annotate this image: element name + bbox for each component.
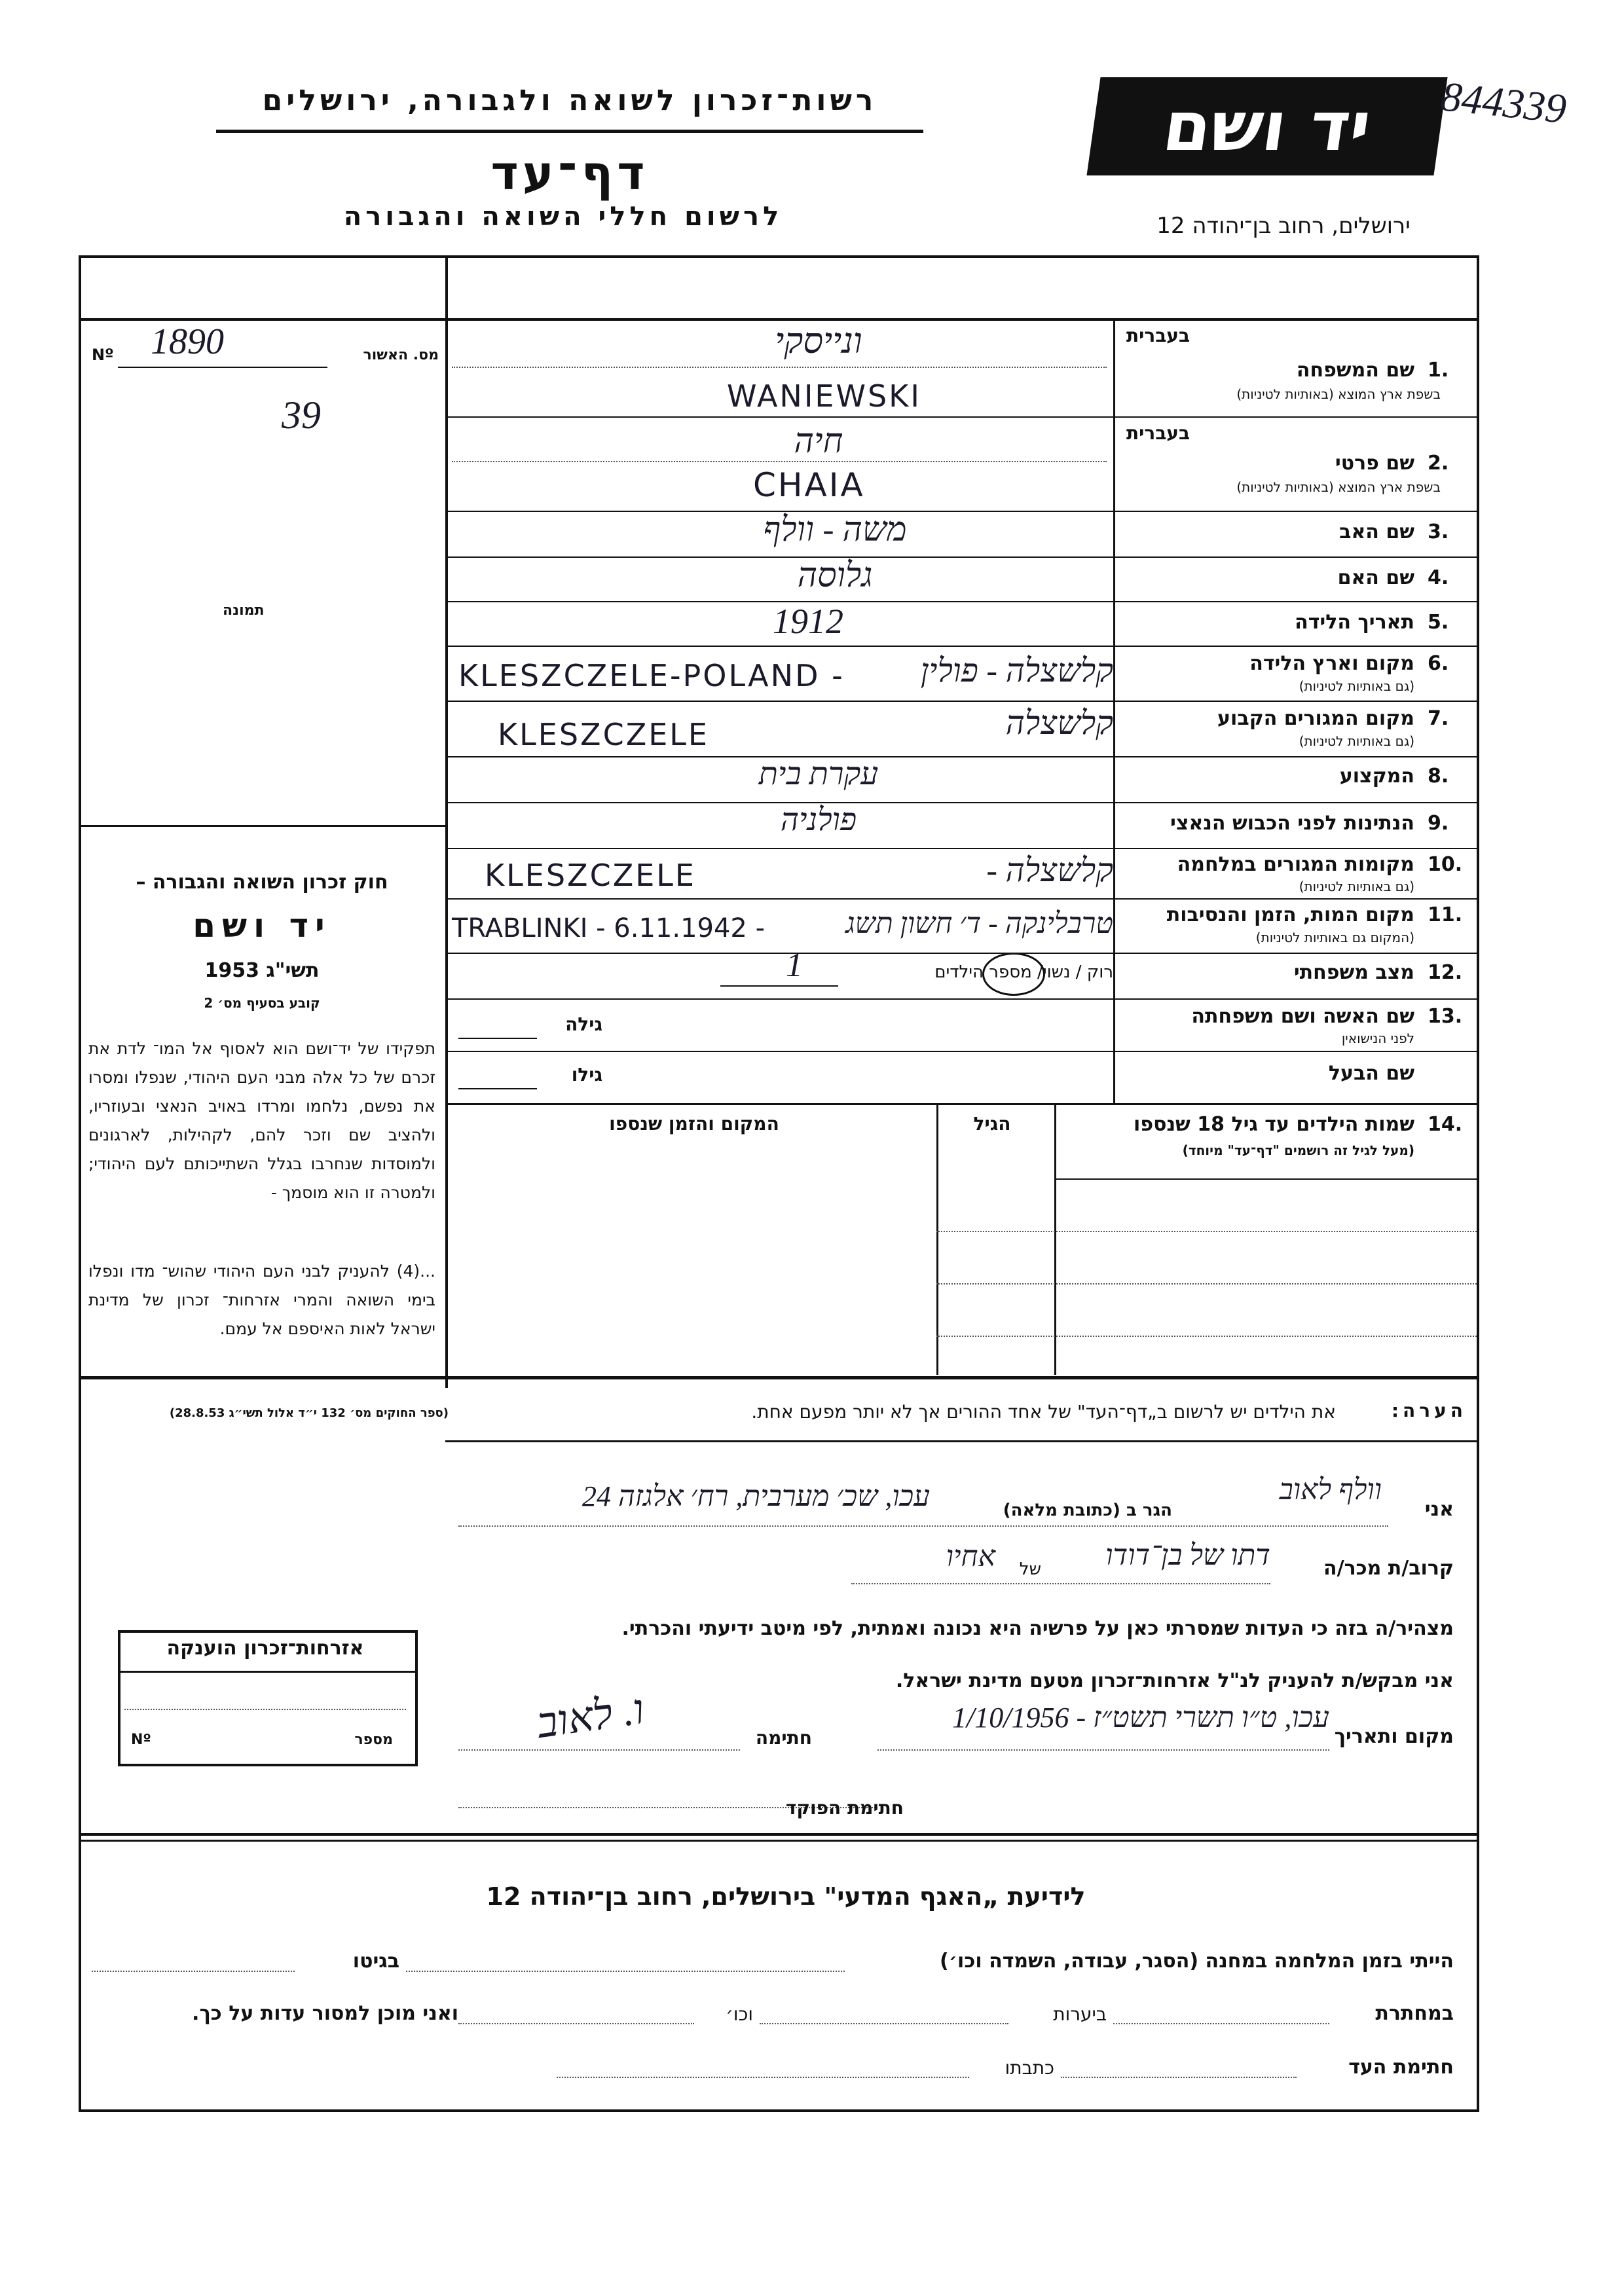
- field-3-label: שם האב: [1339, 520, 1414, 543]
- field-9-number: 9.: [1428, 812, 1449, 835]
- bottom-line3-address: כתבתו: [1005, 2057, 1054, 2079]
- children-age-header: הגיל: [973, 1113, 1011, 1135]
- field-12-children-count[interactable]: 1: [786, 947, 803, 984]
- bottom-line1-end: בגיטו: [352, 1950, 399, 1973]
- field-2-sub: בשפת ארץ המוצא (באותיות לטיניות): [1236, 479, 1441, 495]
- field-8-value[interactable]: עקרת בית: [758, 757, 879, 792]
- header-rule: [216, 130, 923, 133]
- approval-label: מס. האשור: [363, 347, 439, 363]
- law-clause: קובע בסעיף מס׳ 2: [204, 995, 320, 1011]
- field-14-number: 14.: [1428, 1113, 1463, 1136]
- law-text-2: ...(4) להעניק לבני העם היהודי שהוש־ מדו ונפלו בימי השואה והמרי אזרחות־ זכרון של מדינת ישראל לאות האיספם אל עמם.: [88, 1262, 435, 1338]
- field-1-tag: בעברית: [1126, 325, 1190, 346]
- declarant-name[interactable]: וולף לאוב: [1279, 1474, 1382, 1506]
- field-4-label: שם האם: [1337, 566, 1414, 589]
- field-11-number: 11.: [1428, 903, 1463, 926]
- citizenship-box-title: אזרחות־זכרון הוענקה: [166, 1637, 364, 1660]
- approval-number: 1890: [151, 321, 224, 362]
- photo-box-rule: [79, 825, 447, 827]
- children-place-header: המקום והזמן שנספו: [609, 1113, 779, 1135]
- field-1-value-hebrew[interactable]: ונייסקי: [775, 321, 862, 361]
- field-10-value-hebrew[interactable]: קלשצלה -: [986, 852, 1113, 888]
- place-date-label: מקום ותאריך: [1334, 1725, 1454, 1748]
- field-11-label: מקום המות, הזמן והנסיבות: [1166, 903, 1414, 926]
- field-10-label: מקומות המגורים במלחמה: [1177, 853, 1414, 876]
- field-2-value-latin[interactable]: CHAIA: [753, 466, 865, 504]
- field-2-value-hebrew[interactable]: חיה: [794, 423, 843, 460]
- field-2-label: שם פרטי: [1335, 452, 1414, 475]
- resides-label: הגר ב (כתובת מלאה): [1003, 1501, 1172, 1520]
- field-7-value-latin[interactable]: KLESZCZELE: [498, 717, 709, 752]
- relation-label: קרוב/ת מכר/ה: [1323, 1557, 1454, 1580]
- declarant-label: אני: [1424, 1498, 1454, 1521]
- bottom-line2-etc: וכו׳: [726, 2003, 753, 2025]
- authority-line: רשות־זכרון לשואה ולגבורה, ירושלים: [262, 84, 877, 117]
- field-9-label: הנתינות לפני הכבוש הנאצי: [1170, 812, 1414, 835]
- signature-value[interactable]: ו. לאוב: [534, 1685, 648, 1747]
- of-value[interactable]: אחיו: [946, 1540, 995, 1573]
- resides-value[interactable]: עכו, שכ׳ מערבית, רח׳ אלגזה 24: [581, 1480, 930, 1512]
- of-label: של: [1019, 1559, 1041, 1579]
- law-name: יד ושם: [193, 907, 331, 945]
- bottom-line2-forests: ביערות: [1053, 2003, 1107, 2025]
- field-8-number: 8.: [1428, 765, 1449, 788]
- left-column-rule: [445, 255, 448, 1388]
- field-12-number: 12.: [1428, 961, 1463, 984]
- yad-vashem-logo: [1086, 77, 1447, 175]
- field-4-value[interactable]: גלוסה: [797, 557, 873, 594]
- field-5-label: תאריך הלידה: [1295, 611, 1414, 634]
- note-label: הערה:: [1391, 1400, 1467, 1421]
- field-12-options: רוק / נשוי/ מספר הילדים: [934, 962, 1113, 982]
- approval-no-mark: Nº: [92, 346, 114, 364]
- law-reference: (ספר החוקים מס׳ 132 י״ד אלול תשי״ג 28.8.53): [169, 1406, 449, 1420]
- field-7-sub: (גם באותיות לטיניות): [1299, 733, 1414, 749]
- field-2-number: 2.: [1428, 452, 1449, 475]
- wife-age-label: גילה: [565, 1013, 602, 1035]
- field-12-label: מצב משפחתי: [1293, 961, 1414, 984]
- bottom-title: לידיעת „האגף המדעי" בירושלים, רחוב בן־יהודה 12: [486, 1882, 1086, 1911]
- citizenship-box-no-mark: Nº: [131, 1732, 151, 1748]
- field-3-number: 3.: [1428, 520, 1449, 543]
- field-7-number: 7.: [1428, 707, 1449, 730]
- field-1-number: 1.: [1428, 359, 1449, 382]
- place-date-value[interactable]: עכו, ט״ו תשרי תשט״ז - 1/10/1956: [952, 1702, 1329, 1734]
- husband-label: שם הבעל: [1328, 1062, 1414, 1085]
- signature-label: חתימה: [755, 1727, 812, 1749]
- field-10-value-latin[interactable]: KLESZCZELE: [485, 858, 696, 893]
- field-10-sub: (גם באותיות לטיניות): [1299, 879, 1414, 894]
- field-10-number: 10.: [1428, 853, 1463, 876]
- bottom-line2-start: במחתרת: [1375, 2002, 1454, 2025]
- bottom-line1-start: הייתי בזמן המלחמה במחנה (הסגר, עבודה, השמדה וכו׳): [940, 1950, 1454, 1973]
- page-subtitle: לרשום חללי השואה והגבורה: [343, 202, 783, 232]
- field-5-value[interactable]: 1912: [773, 602, 843, 641]
- label-column-rule: [1113, 318, 1115, 1104]
- field-6-value-hebrew[interactable]: קלשצלה - פולין: [920, 652, 1113, 689]
- photo-label: תמונה: [223, 602, 265, 619]
- field-11-value-latin[interactable]: TRABLINKI - 6.11.1942 -: [452, 913, 766, 943]
- field-7-label: מקום המגורים הקבוע: [1217, 707, 1414, 730]
- field-8-label: המקצוע: [1339, 765, 1414, 788]
- field-14-label: שמות הילדים עד גיל 18 שנספו: [1134, 1113, 1414, 1136]
- husband-age-label: גילו: [571, 1064, 602, 1085]
- field-1-sub: בשפת ארץ המוצא (באותיות לטיניות): [1236, 386, 1441, 402]
- law-text-1: תפקידו של יד־ושם הוא לאסוף אל המו־ לדת את זכרם של כל אלה מבני העם היהודי, שנפלו ומסרו את נפשם, נלחמו ומרדו באויב הנאצי ובעוזריו, ולהציב שם וזכר להם, לקהילות, לארגונים ולמוסדות שנחרבו בגלל השתייכותם לעם היהודי; ולמטרה זו הוא מוסמך -: [88, 1039, 435, 1202]
- married-circle: [982, 953, 1045, 996]
- page-title: דף־עד: [490, 145, 649, 200]
- law-title: חוק זכרון השואה והגבורה –: [136, 871, 388, 894]
- law-year: תשי"ג 1953: [204, 959, 320, 982]
- field-9-value[interactable]: פולניה: [780, 803, 857, 837]
- field-6-number: 6.: [1428, 652, 1449, 675]
- field-6-label: מקום וארץ הלידה: [1249, 652, 1414, 675]
- field-5-number: 5.: [1428, 611, 1449, 634]
- official-signature-label: חתימת הפוקד: [785, 1797, 904, 1819]
- field-6-value-latin[interactable]: KLESZCZELE-POLAND -: [458, 658, 845, 693]
- field-13-label: שם האשה ושם משפחתה: [1191, 1005, 1414, 1028]
- logo-text: יד ושם: [1158, 86, 1376, 166]
- bottom-line2-end: ואני מוכן למסור עדות על כך.: [192, 2002, 458, 2025]
- field-3-value[interactable]: משה - וולף: [763, 511, 907, 549]
- field-7-value-hebrew[interactable]: קלשצלה: [1005, 704, 1113, 741]
- field-2-tag: בעברית: [1126, 422, 1190, 444]
- bottom-line3-start: חתימת העד: [1348, 2056, 1454, 2079]
- citizenship-box-number-label: מספר: [354, 1732, 393, 1748]
- field-4-number: 4.: [1428, 566, 1449, 589]
- field-11-sub: (המקום גם באותיות לטיניות): [1255, 930, 1414, 945]
- field-14-sub: (מעל לגיל זה רושמים "דף־עד" מיוחד): [1182, 1142, 1414, 1158]
- archive-number: 844339: [1438, 73, 1569, 132]
- approval-line: [118, 367, 327, 368]
- field-6-sub: (גם באותיות לטיניות): [1299, 678, 1414, 694]
- field-1-value-latin[interactable]: WANIEWSKI: [727, 378, 921, 414]
- field-1-label: שם המשפחה: [1296, 359, 1414, 382]
- field-13-sub: לפני הנישואין: [1341, 1030, 1414, 1046]
- citizenship-request: אני מבקש/ת להעניק לנ"ל אזרחות־זכרון מטעם מדינת ישראל.: [895, 1669, 1454, 1692]
- relation-value[interactable]: דתו של בן־דודו: [1105, 1539, 1270, 1571]
- approval-sub-number: 39: [282, 393, 321, 437]
- declaration-statement: מצהיר/ה בזה כי העדות שמסרתי כאן על פרשיה היא נכונה ואמתית, לפי מיטב ידיעתי והכרתי.: [621, 1617, 1454, 1640]
- address: ירושלים, רחוב בן־יהודה 12: [1156, 213, 1411, 239]
- field-11-value-hebrew[interactable]: טרבלינקה - ד׳ חשון תשג: [845, 907, 1113, 939]
- field-13-number: 13.: [1428, 1005, 1463, 1028]
- note-text: את הילדים יש לרשום ב„דף־העד" של אחד ההורים אך לא יותר מפעם אחת.: [751, 1401, 1336, 1423]
